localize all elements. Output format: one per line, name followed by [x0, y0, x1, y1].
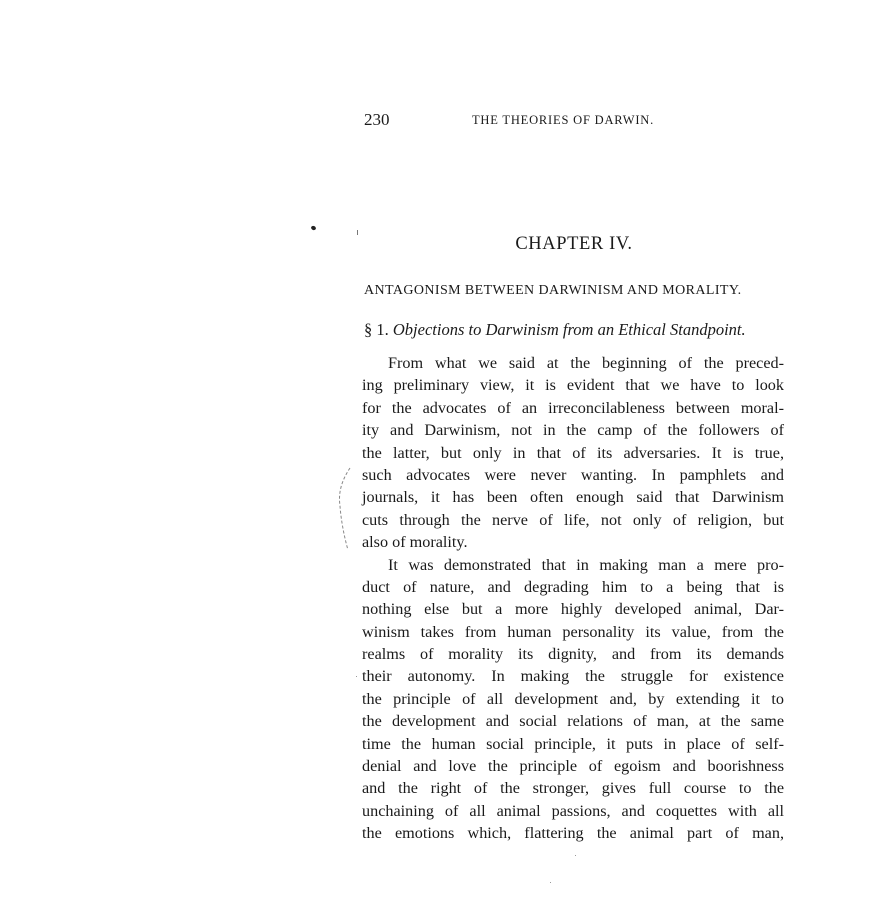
text-line: their autonomy. In making the struggle for existence — [362, 667, 784, 686]
body-text — [362, 352, 784, 845]
text-line: It was demonstrated that in making man a mere pro- — [388, 555, 784, 574]
text-line: unchaining of all animal passions, and coquettes with all — [362, 801, 784, 820]
text-line: cuts through the nerve of life, not only of religion, but — [362, 510, 784, 529]
text-line: journals, it has been often enough said that Darwinism — [362, 488, 784, 507]
text-line: ing preliminary view, it is evident that we have to look — [362, 376, 784, 395]
page-number: 230 — [364, 110, 390, 129]
section-number: § 1. — [364, 320, 389, 339]
chapter-subtitle: ANTAGONISM BETWEEN DARWINISM AND MORALITY. — [364, 283, 742, 298]
running-title: THE THEORIES OF DARWIN. — [472, 113, 655, 127]
text-line: winism takes from human personality its value, from the — [362, 622, 784, 641]
text-line: ity and Darwinism, not in the camp of the followers of — [362, 421, 784, 440]
text-line: for the advocates of an irreconcilableness between moral- — [362, 398, 784, 417]
text-line: and the right of the stronger, gives full course to the — [362, 779, 784, 798]
text-line: the latter, but only in that of its adversaries. It is true, — [362, 443, 784, 462]
stray-speck — [575, 855, 576, 856]
section-title: Objections to Darwinism from an Ethical Standpoint. — [392, 320, 746, 339]
text-line: the development and social relations of man, at the same — [362, 712, 784, 731]
text-line: nothing else but a more highly developed animal, Dar- — [362, 600, 784, 619]
text-line: From what we said at the beginning of the preced- — [388, 354, 784, 372]
stray-speck — [356, 676, 357, 677]
text-line: realms of morality its dignity, and from its demands — [362, 645, 784, 664]
text-line: the emotions which, flattering the animal part of man, — [362, 824, 784, 843]
ink-speck-mark — [310, 225, 316, 231]
ink-tick-mark — [357, 230, 358, 235]
text-line: duct of nature, and degrading him to a being that is — [362, 577, 784, 596]
text-line: time the human social principle, it puts in place of self- — [362, 734, 784, 753]
section-heading — [364, 320, 794, 340]
text-line: such advocates were never wanting. In pamphlets and — [362, 465, 784, 484]
text-line: denial and love the principle of egoism and boorishness — [362, 757, 784, 776]
running-head — [364, 110, 784, 132]
chapter-heading: CHAPTER IV. — [515, 234, 633, 254]
text-line: also of morality. — [362, 533, 468, 552]
text-line: the principle of all development and, by extending it to — [362, 689, 784, 708]
stray-speck — [550, 882, 551, 883]
